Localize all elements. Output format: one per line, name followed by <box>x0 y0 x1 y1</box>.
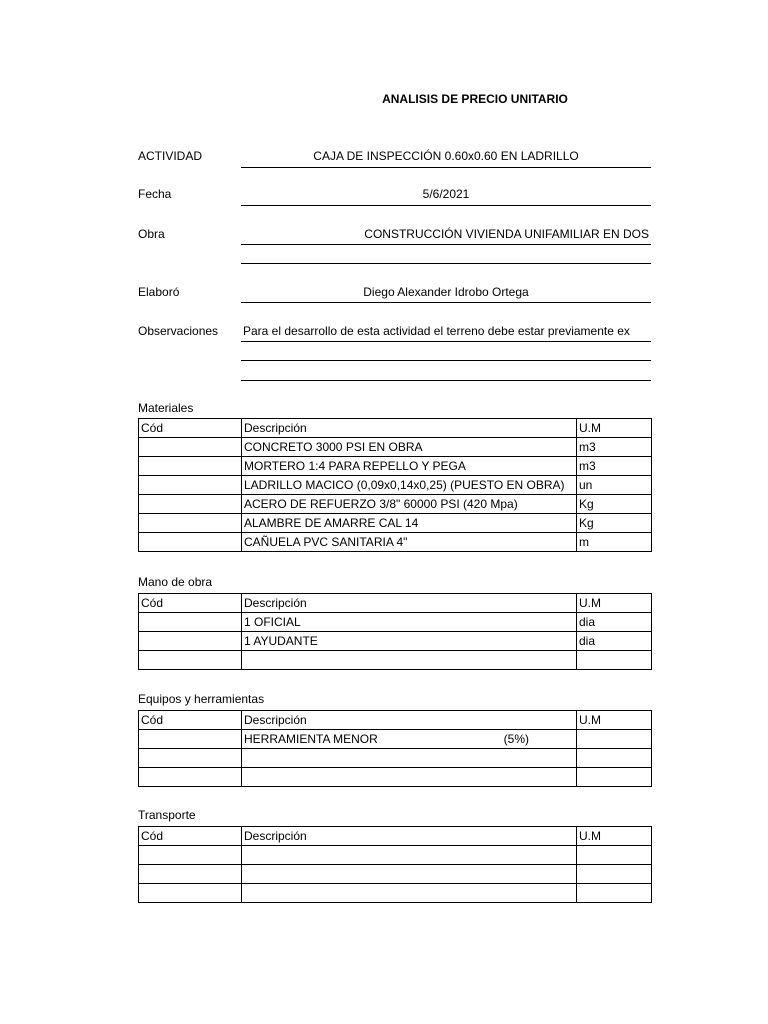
obra-value: CONSTRUCCIÓN VIVIENDA UNIFAMILIAR EN DOS <box>364 227 649 241</box>
transporte-table <box>138 826 652 903</box>
cell-um: dia <box>577 613 652 632</box>
cell-descripcion: 1 OFICIAL <box>242 613 577 632</box>
mano-de-obra-title: Mano de obra <box>138 575 213 589</box>
cell-descripcion-text: HERRAMIENTA MENOR <box>244 732 378 746</box>
table-row <box>139 495 652 514</box>
cell-um <box>577 651 652 670</box>
cell-um: un <box>577 476 652 495</box>
column-header-um: U.M <box>577 711 652 730</box>
observaciones-value: Para el desarrollo de esta actividad el terreno debe estar previamente ex <box>243 324 630 338</box>
column-header-um: U.M <box>577 419 652 438</box>
cell-cod <box>139 846 242 865</box>
cell-descripcion: CONCRETO 3000 PSI EN OBRA <box>242 438 577 457</box>
elaboro-label: Elaboró <box>138 285 180 299</box>
cell-descripcion <box>242 768 577 787</box>
cell-um: m3 <box>577 457 652 476</box>
cell-cod <box>139 651 242 670</box>
actividad-underline <box>241 167 651 168</box>
actividad-value: CAJA DE INSPECCIÓN 0.60x0.60 EN LADRILLO <box>313 149 579 163</box>
elaboro-underline <box>241 302 651 303</box>
table-header-row <box>139 827 652 846</box>
obra-underline-2 <box>241 263 651 264</box>
cell-cod <box>139 749 242 768</box>
table-row <box>139 730 652 749</box>
transporte-title: Transporte <box>138 808 196 822</box>
fecha-underline <box>241 205 651 206</box>
cell-descripcion: 1 AYUDANTE <box>242 632 577 651</box>
observaciones-underline <box>241 341 651 342</box>
fecha-label: Fecha <box>138 187 172 201</box>
cell-descripcion <box>242 884 577 903</box>
table-row <box>139 651 652 670</box>
table-row <box>139 533 652 552</box>
observaciones-underline-2 <box>241 360 651 361</box>
cell-descripcion <box>242 749 577 768</box>
table-header-row <box>139 711 652 730</box>
column-header-cod: Cód <box>139 711 242 730</box>
cell-um <box>577 846 652 865</box>
elaboro-value: Diego Alexander Idrobo Ortega <box>363 285 529 299</box>
page-title: ANALISIS DE PRECIO UNITARIO <box>382 92 568 106</box>
column-header-um: U.M <box>577 594 652 613</box>
column-header-descripcion: Descripción <box>242 711 577 730</box>
cell-um <box>577 749 652 768</box>
cell-um: m <box>577 533 652 552</box>
cell-cod <box>139 730 242 749</box>
column-header-um: U.M <box>577 827 652 846</box>
cell-descripcion: CAÑUELA PVC SANITARIA 4" <box>242 533 577 552</box>
cell-cod <box>139 476 242 495</box>
cell-descripcion <box>242 730 577 749</box>
column-header-descripcion: Descripción <box>242 827 577 846</box>
observaciones-label: Observaciones <box>138 324 219 338</box>
actividad-label: ACTIVIDAD <box>138 149 203 163</box>
table-row <box>139 749 652 768</box>
obra-underline <box>241 244 651 245</box>
cell-descripcion: ACERO DE REFUERZO 3/8" 60000 PSI (420 Mpa) <box>242 495 577 514</box>
cell-um: Kg <box>577 514 652 533</box>
cell-percentage: (5%) <box>503 732 529 746</box>
fecha-value: 5/6/2021 <box>422 187 470 201</box>
table-row <box>139 865 652 884</box>
column-header-descripcion: Descripción <box>242 419 577 438</box>
table-row <box>139 613 652 632</box>
cell-descripcion: LADRILLO MACICO (0,09x0,14x0,25) (PUESTO EN OBRA) <box>242 476 577 495</box>
cell-cod <box>139 533 242 552</box>
cell-descripcion: MORTERO 1:4 PARA REPELLO Y PEGA <box>242 457 577 476</box>
table-row <box>139 514 652 533</box>
cell-cod <box>139 632 242 651</box>
cell-cod <box>139 768 242 787</box>
equipos-title: Equipos y herramientas <box>138 692 265 706</box>
column-header-descripcion: Descripción <box>242 594 577 613</box>
cell-cod <box>139 514 242 533</box>
cell-um <box>577 768 652 787</box>
cell-descripcion <box>242 846 577 865</box>
cell-descripcion: ALAMBRE DE AMARRE CAL 14 <box>242 514 577 533</box>
table-row <box>139 476 652 495</box>
observaciones-underline-3 <box>241 380 651 381</box>
cell-cod <box>139 495 242 514</box>
equipos-table <box>138 710 652 787</box>
cell-cod <box>139 457 242 476</box>
table-header-row <box>139 419 652 438</box>
cell-um: Kg <box>577 495 652 514</box>
table-header-row <box>139 594 652 613</box>
cell-um: m3 <box>577 438 652 457</box>
table-row <box>139 846 652 865</box>
table-row <box>139 884 652 903</box>
cell-descripcion <box>242 865 577 884</box>
column-header-cod: Cód <box>139 594 242 613</box>
cell-um <box>577 865 652 884</box>
mano-de-obra-table <box>138 593 652 670</box>
column-header-cod: Cód <box>139 827 242 846</box>
cell-descripcion <box>242 651 577 670</box>
cell-um: dia <box>577 632 652 651</box>
table-row <box>139 438 652 457</box>
table-row <box>139 632 652 651</box>
cell-cod <box>139 438 242 457</box>
cell-cod <box>139 884 242 903</box>
cell-um <box>577 884 652 903</box>
table-row <box>139 768 652 787</box>
cell-cod <box>139 613 242 632</box>
table-row <box>139 457 652 476</box>
column-header-cod: Cód <box>139 419 242 438</box>
cell-cod <box>139 865 242 884</box>
materiales-table <box>138 418 652 552</box>
obra-label: Obra <box>138 227 165 241</box>
cell-um <box>577 730 652 749</box>
materiales-title: Materiales <box>138 401 194 415</box>
